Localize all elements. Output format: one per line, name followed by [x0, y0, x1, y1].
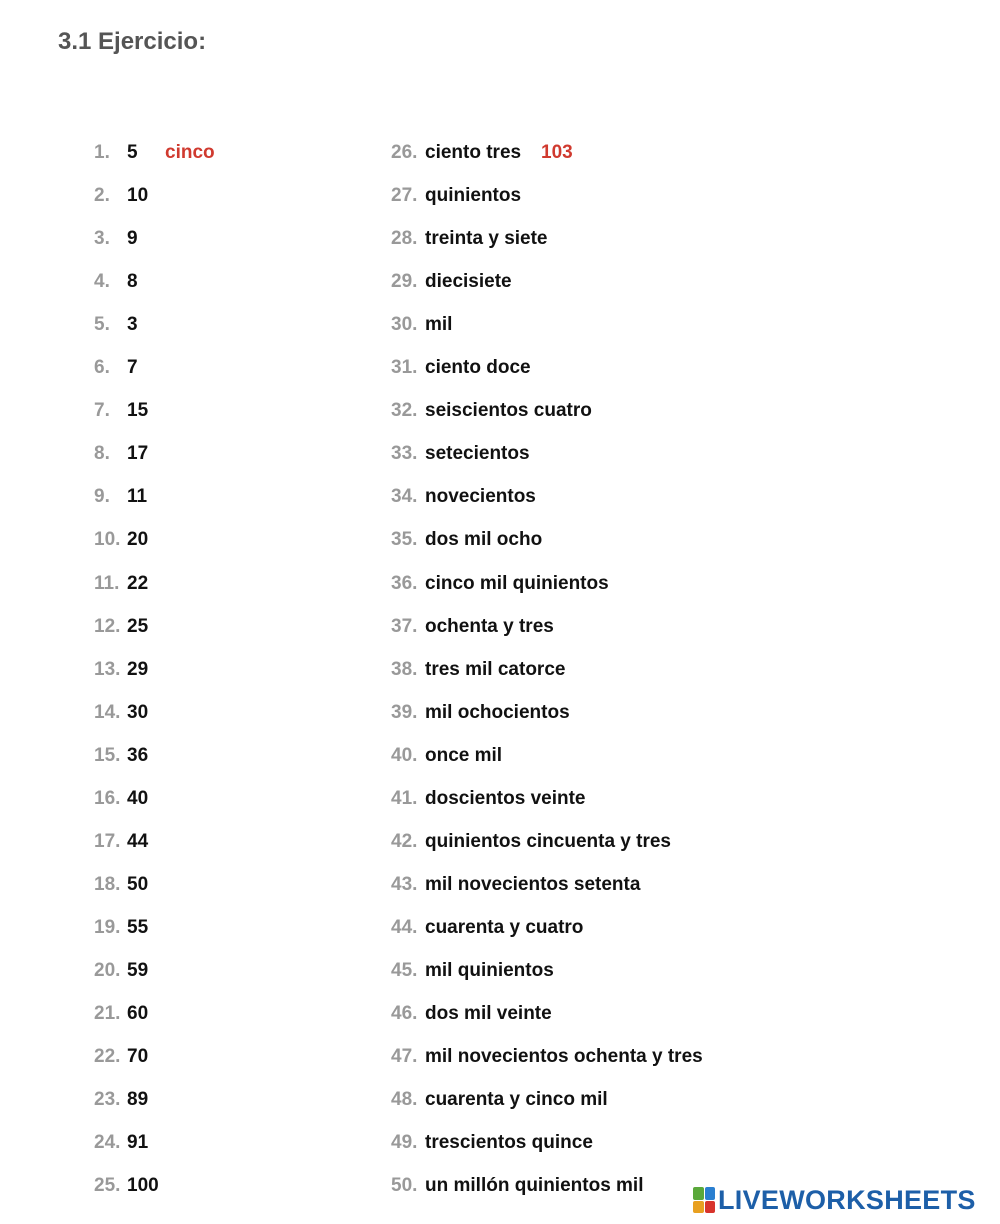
item-number: 35.: [391, 529, 418, 551]
list-item: [94, 397, 148, 425]
item-number: 33.: [391, 443, 418, 465]
list-item: [94, 656, 148, 684]
list-item: [391, 311, 452, 339]
item-value: cinco mil quinientos: [425, 572, 609, 594]
item-value: dos mil ocho: [425, 529, 543, 551]
item-value: 30: [127, 701, 149, 723]
list-item: [94, 1086, 148, 1114]
item-value: 20: [127, 529, 149, 551]
item-value: mil ochocientos: [425, 701, 570, 723]
item-number: 47.: [391, 1046, 418, 1068]
item-number: 9.: [94, 486, 110, 508]
list-item: [94, 1129, 148, 1157]
list-item: [391, 225, 548, 253]
item-number: 50.: [391, 1175, 418, 1197]
list-item: [94, 139, 215, 167]
logo-mark-square: [705, 1201, 716, 1214]
item-value: 11: [127, 486, 148, 508]
item-number: 2.: [94, 185, 110, 207]
list-item: [94, 613, 148, 641]
item-value: 3: [127, 314, 138, 336]
item-number: 12.: [94, 615, 121, 637]
item-number: 28.: [391, 228, 418, 250]
item-value: mil novecientos setenta: [425, 873, 641, 895]
answer-text: 103: [541, 142, 573, 163]
item-number: 26.: [391, 142, 418, 163]
item-number: 4.: [94, 271, 110, 293]
logo-mark-square: [693, 1187, 704, 1200]
item-number: 11.: [94, 572, 120, 594]
list-item: [391, 742, 502, 770]
item-value: quinientos: [425, 185, 522, 207]
item-number: 45.: [391, 959, 418, 981]
item-value: 70: [127, 1046, 149, 1068]
item-number: 16.: [94, 787, 121, 809]
item-number: 5.: [94, 314, 110, 336]
list-item: [391, 139, 573, 167]
logo-mark-icon: [693, 1187, 715, 1213]
item-number: 3.: [94, 228, 110, 250]
item-number: 37.: [391, 615, 418, 637]
list-item: [391, 526, 542, 554]
item-value: treinta y siete: [425, 228, 548, 250]
item-number: 42.: [391, 830, 418, 852]
item-value: 100: [127, 1175, 159, 1197]
item-number: 41.: [391, 787, 418, 809]
item-value: mil: [425, 314, 453, 336]
item-value: seiscientos cuatro: [425, 400, 592, 422]
item-number: 31.: [391, 357, 418, 379]
list-item: [94, 785, 148, 813]
item-number: 46.: [391, 1003, 418, 1024]
item-value: 36: [127, 744, 149, 766]
item-value: diecisiete: [425, 271, 512, 293]
item-number: 32.: [391, 400, 418, 422]
item-value: 89: [127, 1089, 149, 1111]
list-item: [94, 914, 148, 942]
item-value: quinientos cincuenta y tres: [425, 830, 671, 852]
answer-text: cinco: [165, 142, 215, 163]
item-number: 19.: [94, 916, 121, 938]
item-value: 10: [127, 185, 149, 207]
item-number: 15.: [94, 744, 121, 766]
item-value: doscientos veinte: [425, 787, 586, 809]
item-value: mil quinientos: [425, 959, 554, 981]
list-item: [94, 526, 148, 554]
list-item: [391, 354, 531, 382]
list-item: [391, 182, 521, 210]
item-number: 43.: [391, 873, 418, 895]
item-number: 29.: [391, 271, 418, 293]
list-item: [391, 570, 609, 598]
list-item: [391, 1129, 593, 1157]
item-number: 23.: [94, 1089, 121, 1111]
item-value: 5: [127, 142, 138, 163]
item-value: 22: [127, 572, 149, 594]
list-item: [94, 871, 148, 899]
item-number: 18.: [94, 873, 121, 895]
item-value: trescientos quince: [425, 1132, 593, 1154]
item-value: cuarenta y cuatro: [425, 916, 584, 938]
item-number: 30.: [391, 314, 418, 336]
list-item: [391, 656, 565, 684]
list-item: [94, 957, 148, 985]
list-item: [391, 699, 570, 727]
item-value: un millón quinientos mil: [425, 1175, 644, 1197]
item-number: 27.: [391, 185, 418, 207]
item-number: 20.: [94, 959, 121, 981]
list-item: [391, 483, 536, 511]
item-number: 14.: [94, 701, 121, 723]
item-value: once mil: [425, 744, 503, 766]
list-item: [94, 225, 138, 253]
list-item: [94, 311, 138, 339]
item-number: 21.: [94, 1003, 121, 1024]
item-number: 10.: [94, 529, 121, 551]
item-number: 44.: [391, 916, 418, 938]
item-number: 48.: [391, 1089, 418, 1111]
item-number: 25.: [94, 1175, 121, 1197]
list-item: [391, 613, 554, 641]
item-value: 29: [127, 658, 149, 680]
list-item: [391, 828, 671, 856]
item-value: cuarenta y cinco mil: [425, 1089, 608, 1111]
list-item: [391, 1172, 644, 1200]
list-item: [391, 957, 554, 985]
list-item: [94, 354, 138, 382]
list-item: [391, 268, 512, 296]
item-value: 15: [127, 400, 149, 422]
list-item: [94, 182, 148, 210]
item-number: 6.: [94, 357, 110, 379]
list-item: [391, 785, 586, 813]
liveworksheets-logo: [693, 1183, 976, 1217]
list-item: [94, 1043, 148, 1071]
list-item: [391, 440, 530, 468]
item-value: ciento doce: [425, 357, 531, 379]
item-value: 50: [127, 873, 149, 895]
item-value: 40: [127, 787, 149, 809]
item-value: ciento tres: [425, 142, 522, 163]
item-number: 49.: [391, 1132, 418, 1154]
item-value: 44: [127, 830, 149, 852]
logo-mark-square: [705, 1187, 716, 1200]
item-value: ochenta y tres: [425, 615, 554, 637]
item-value: 91: [127, 1132, 149, 1154]
item-number: 39.: [391, 701, 418, 723]
list-item: [94, 1000, 148, 1028]
list-item: [94, 1172, 159, 1200]
item-value: dos mil veinte: [425, 1003, 552, 1024]
list-item: [94, 742, 148, 770]
list-item: [391, 1000, 552, 1028]
item-number: 38.: [391, 658, 418, 680]
item-value: 9: [127, 228, 138, 250]
item-value: tres mil catorce: [425, 658, 566, 680]
item-number: 1.: [94, 142, 110, 163]
list-item: [391, 914, 583, 942]
item-number: 22.: [94, 1046, 121, 1068]
list-item: [94, 570, 148, 598]
item-value: setecientos: [425, 443, 530, 465]
item-value: mil novecientos ochenta y tres: [425, 1046, 703, 1068]
logo-mark-square: [693, 1201, 704, 1214]
item-number: 17.: [94, 830, 121, 852]
logo-text: LIVEWORKSHEETS: [718, 1184, 976, 1215]
item-value: 7: [127, 357, 138, 379]
item-value: novecientos: [425, 486, 536, 508]
list-item: [391, 1086, 608, 1114]
item-number: 8.: [94, 443, 110, 465]
item-value: 59: [127, 959, 149, 981]
item-value: 55: [127, 916, 149, 938]
list-item: [391, 1043, 703, 1071]
item-number: 7.: [94, 400, 110, 422]
list-item: [94, 828, 148, 856]
item-number: 40.: [391, 744, 418, 766]
list-item: [94, 699, 148, 727]
item-number: 34.: [391, 486, 418, 508]
item-value: 8: [127, 271, 138, 293]
list-item: [391, 397, 592, 425]
item-value: 25: [127, 615, 149, 637]
item-value: 17: [127, 443, 149, 465]
item-number: 24.: [94, 1132, 121, 1154]
item-number: 13.: [94, 658, 121, 680]
page-title: 3.1 Ejercicio:: [58, 28, 207, 55]
item-value: 60: [127, 1003, 149, 1024]
list-item: [391, 871, 640, 899]
item-number: 36.: [391, 572, 418, 594]
list-item: [94, 268, 138, 296]
list-item: [94, 440, 148, 468]
list-item: [94, 483, 147, 511]
